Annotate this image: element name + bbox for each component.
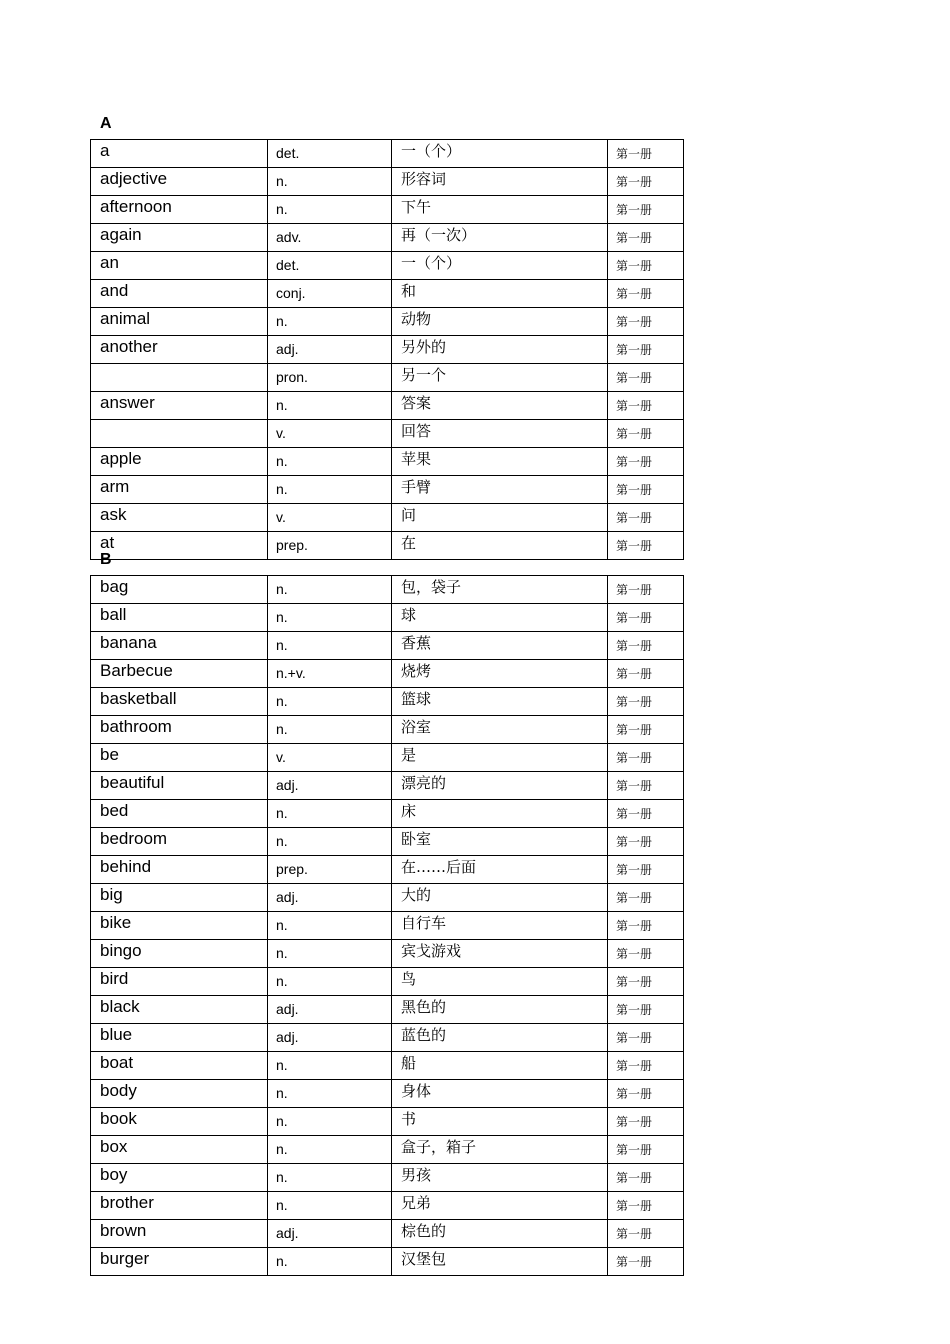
word-cell: big	[91, 884, 268, 912]
book-cell: 第一册	[608, 1052, 684, 1080]
part-of-speech-cell: n.	[268, 912, 392, 940]
table-row	[91, 1164, 684, 1192]
word-cell: a	[91, 140, 268, 168]
meaning-cell: 漂亮的	[392, 772, 608, 800]
word-cell: animal	[91, 308, 268, 336]
book-cell: 第一册	[608, 224, 684, 252]
word-cell: adjective	[91, 168, 268, 196]
table-row	[91, 604, 684, 632]
word-cell: black	[91, 996, 268, 1024]
book-cell: 第一册	[608, 532, 684, 560]
table-row	[91, 940, 684, 968]
meaning-cell: 宾戈游戏	[392, 940, 608, 968]
meaning-cell: 香蕉	[392, 632, 608, 660]
word-cell: brown	[91, 1220, 268, 1248]
part-of-speech-cell: prep.	[268, 856, 392, 884]
meaning-cell: 浴室	[392, 716, 608, 744]
part-of-speech-cell: n.	[268, 968, 392, 996]
table-row	[91, 912, 684, 940]
part-of-speech-cell: n.	[268, 168, 392, 196]
book-cell: 第一册	[608, 996, 684, 1024]
meaning-cell: 和	[392, 280, 608, 308]
book-cell: 第一册	[608, 800, 684, 828]
meaning-cell: 棕色的	[392, 1220, 608, 1248]
meaning-cell: 大的	[392, 884, 608, 912]
table-row	[91, 504, 684, 532]
word-cell: afternoon	[91, 196, 268, 224]
book-cell: 第一册	[608, 688, 684, 716]
book-cell: 第一册	[608, 968, 684, 996]
word-cell: body	[91, 1080, 268, 1108]
table-row	[91, 884, 684, 912]
part-of-speech-cell: n.	[268, 1052, 392, 1080]
part-of-speech-cell: adj.	[268, 996, 392, 1024]
part-of-speech-cell: n.	[268, 688, 392, 716]
table-row	[91, 392, 684, 420]
book-cell: 第一册	[608, 632, 684, 660]
table-row	[91, 968, 684, 996]
word-cell: answer	[91, 392, 268, 420]
meaning-cell: 球	[392, 604, 608, 632]
meaning-cell: 盒子，箱子	[392, 1136, 608, 1164]
meaning-cell: 烧烤	[392, 660, 608, 688]
book-cell: 第一册	[608, 1192, 684, 1220]
part-of-speech-cell: adj.	[268, 884, 392, 912]
word-cell: bedroom	[91, 828, 268, 856]
part-of-speech-cell: n.	[268, 1248, 392, 1276]
meaning-cell: 一（个）	[392, 140, 608, 168]
word-cell: bingo	[91, 940, 268, 968]
meaning-cell: 另一个	[392, 364, 608, 392]
word-cell: another	[91, 336, 268, 364]
table-row	[91, 828, 684, 856]
part-of-speech-cell: n.	[268, 828, 392, 856]
table-row	[91, 772, 684, 800]
book-cell: 第一册	[608, 140, 684, 168]
part-of-speech-cell: adv.	[268, 224, 392, 252]
meaning-cell: 在	[392, 532, 608, 560]
book-cell: 第一册	[608, 476, 684, 504]
book-cell: 第一册	[608, 252, 684, 280]
table-row	[91, 308, 684, 336]
book-cell: 第一册	[608, 940, 684, 968]
meaning-cell: 身体	[392, 1080, 608, 1108]
meaning-cell: 答案	[392, 392, 608, 420]
table-row	[91, 1108, 684, 1136]
book-cell: 第一册	[608, 1248, 684, 1276]
meaning-cell: 是	[392, 744, 608, 772]
book-cell: 第一册	[608, 912, 684, 940]
book-cell: 第一册	[608, 744, 684, 772]
meaning-cell: 回答	[392, 420, 608, 448]
book-cell: 第一册	[608, 1024, 684, 1052]
word-cell: blue	[91, 1024, 268, 1052]
part-of-speech-cell: adj.	[268, 336, 392, 364]
book-cell: 第一册	[608, 604, 684, 632]
book-cell: 第一册	[608, 504, 684, 532]
part-of-speech-cell: n.	[268, 1164, 392, 1192]
table-row	[91, 252, 684, 280]
book-cell: 第一册	[608, 336, 684, 364]
part-of-speech-cell: n.	[268, 308, 392, 336]
table-row	[91, 336, 684, 364]
part-of-speech-cell: conj.	[268, 280, 392, 308]
book-cell: 第一册	[608, 308, 684, 336]
book-cell: 第一册	[608, 280, 684, 308]
meaning-cell: 再（一次）	[392, 224, 608, 252]
meaning-cell: 鸟	[392, 968, 608, 996]
part-of-speech-cell: n.	[268, 448, 392, 476]
meaning-cell: 动物	[392, 308, 608, 336]
word-cell: basketball	[91, 688, 268, 716]
part-of-speech-cell: det.	[268, 252, 392, 280]
part-of-speech-cell: n.+v.	[268, 660, 392, 688]
word-cell: an	[91, 252, 268, 280]
vocab-table-b	[90, 575, 684, 1276]
word-cell: again	[91, 224, 268, 252]
part-of-speech-cell: n.	[268, 716, 392, 744]
table-row	[91, 856, 684, 884]
book-cell: 第一册	[608, 856, 684, 884]
book-cell: 第一册	[608, 364, 684, 392]
part-of-speech-cell: v.	[268, 744, 392, 772]
table-row	[91, 140, 684, 168]
book-cell: 第一册	[608, 828, 684, 856]
table-row	[91, 420, 684, 448]
table-row	[91, 1136, 684, 1164]
part-of-speech-cell: n.	[268, 800, 392, 828]
table-row	[91, 716, 684, 744]
meaning-cell: 床	[392, 800, 608, 828]
word-cell: burger	[91, 1248, 268, 1276]
word-cell: book	[91, 1108, 268, 1136]
book-cell: 第一册	[608, 1080, 684, 1108]
table-row	[91, 576, 684, 604]
table-row	[91, 1220, 684, 1248]
meaning-cell: 自行车	[392, 912, 608, 940]
table-row	[91, 660, 684, 688]
word-cell: brother	[91, 1192, 268, 1220]
word-cell: boy	[91, 1164, 268, 1192]
section-letter-b: B	[100, 551, 112, 568]
part-of-speech-cell: n.	[268, 1108, 392, 1136]
meaning-cell: 兄弟	[392, 1192, 608, 1220]
meaning-cell: 卧室	[392, 828, 608, 856]
word-cell: bike	[91, 912, 268, 940]
book-cell: 第一册	[608, 168, 684, 196]
word-cell: box	[91, 1136, 268, 1164]
meaning-cell: 苹果	[392, 448, 608, 476]
book-cell: 第一册	[608, 1164, 684, 1192]
meaning-cell: 另外的	[392, 336, 608, 364]
table-row	[91, 448, 684, 476]
word-cell	[91, 420, 268, 448]
part-of-speech-cell: n.	[268, 196, 392, 224]
part-of-speech-cell: v.	[268, 420, 392, 448]
table-row	[91, 1080, 684, 1108]
table-row	[91, 1192, 684, 1220]
word-cell: bathroom	[91, 716, 268, 744]
book-cell: 第一册	[608, 772, 684, 800]
word-cell: behind	[91, 856, 268, 884]
word-cell: beautiful	[91, 772, 268, 800]
book-cell: 第一册	[608, 716, 684, 744]
word-cell: be	[91, 744, 268, 772]
book-cell: 第一册	[608, 1220, 684, 1248]
part-of-speech-cell: det.	[268, 140, 392, 168]
part-of-speech-cell: n.	[268, 392, 392, 420]
book-cell: 第一册	[608, 660, 684, 688]
book-cell: 第一册	[608, 420, 684, 448]
meaning-cell: 黑色的	[392, 996, 608, 1024]
word-cell: arm	[91, 476, 268, 504]
book-cell: 第一册	[608, 392, 684, 420]
word-cell: banana	[91, 632, 268, 660]
meaning-cell: 汉堡包	[392, 1248, 608, 1276]
book-cell: 第一册	[608, 448, 684, 476]
part-of-speech-cell: prep.	[268, 532, 392, 560]
part-of-speech-cell: n.	[268, 940, 392, 968]
word-cell: bed	[91, 800, 268, 828]
vocab-table-a	[90, 139, 684, 560]
word-cell: bird	[91, 968, 268, 996]
word-cell: Barbecue	[91, 660, 268, 688]
table-row	[91, 196, 684, 224]
part-of-speech-cell: n.	[268, 632, 392, 660]
word-cell: bag	[91, 576, 268, 604]
meaning-cell: 包，袋子	[392, 576, 608, 604]
word-cell: ball	[91, 604, 268, 632]
book-cell: 第一册	[608, 884, 684, 912]
part-of-speech-cell: adj.	[268, 772, 392, 800]
table-row	[91, 224, 684, 252]
table-row	[91, 1248, 684, 1276]
part-of-speech-cell: v.	[268, 504, 392, 532]
table-row	[91, 996, 684, 1024]
table-row	[91, 744, 684, 772]
table-row	[91, 1024, 684, 1052]
table-row	[91, 632, 684, 660]
meaning-cell: 形容词	[392, 168, 608, 196]
book-cell: 第一册	[608, 1136, 684, 1164]
table-row	[91, 532, 684, 560]
part-of-speech-cell: adj.	[268, 1220, 392, 1248]
word-cell: at	[91, 532, 268, 560]
book-cell: 第一册	[608, 1108, 684, 1136]
word-cell: ask	[91, 504, 268, 532]
part-of-speech-cell: n.	[268, 1080, 392, 1108]
meaning-cell: 蓝色的	[392, 1024, 608, 1052]
book-cell: 第一册	[608, 576, 684, 604]
meaning-cell: 船	[392, 1052, 608, 1080]
table-row	[91, 800, 684, 828]
part-of-speech-cell: n.	[268, 604, 392, 632]
part-of-speech-cell: adj.	[268, 1024, 392, 1052]
word-cell: apple	[91, 448, 268, 476]
table-row	[91, 280, 684, 308]
meaning-cell: 在……后面	[392, 856, 608, 884]
meaning-cell: 下午	[392, 196, 608, 224]
section-letter-a: A	[100, 115, 112, 132]
part-of-speech-cell: pron.	[268, 364, 392, 392]
meaning-cell: 问	[392, 504, 608, 532]
meaning-cell: 手臂	[392, 476, 608, 504]
word-cell	[91, 364, 268, 392]
table-row	[91, 364, 684, 392]
meaning-cell: 篮球	[392, 688, 608, 716]
book-cell: 第一册	[608, 196, 684, 224]
table-row	[91, 688, 684, 716]
table-row	[91, 1052, 684, 1080]
part-of-speech-cell: n.	[268, 1136, 392, 1164]
table-row	[91, 168, 684, 196]
meaning-cell: 男孩	[392, 1164, 608, 1192]
word-cell: and	[91, 280, 268, 308]
table-row	[91, 476, 684, 504]
part-of-speech-cell: n.	[268, 476, 392, 504]
meaning-cell: 书	[392, 1108, 608, 1136]
part-of-speech-cell: n.	[268, 1192, 392, 1220]
meaning-cell: 一（个）	[392, 252, 608, 280]
part-of-speech-cell: n.	[268, 576, 392, 604]
word-cell: boat	[91, 1052, 268, 1080]
